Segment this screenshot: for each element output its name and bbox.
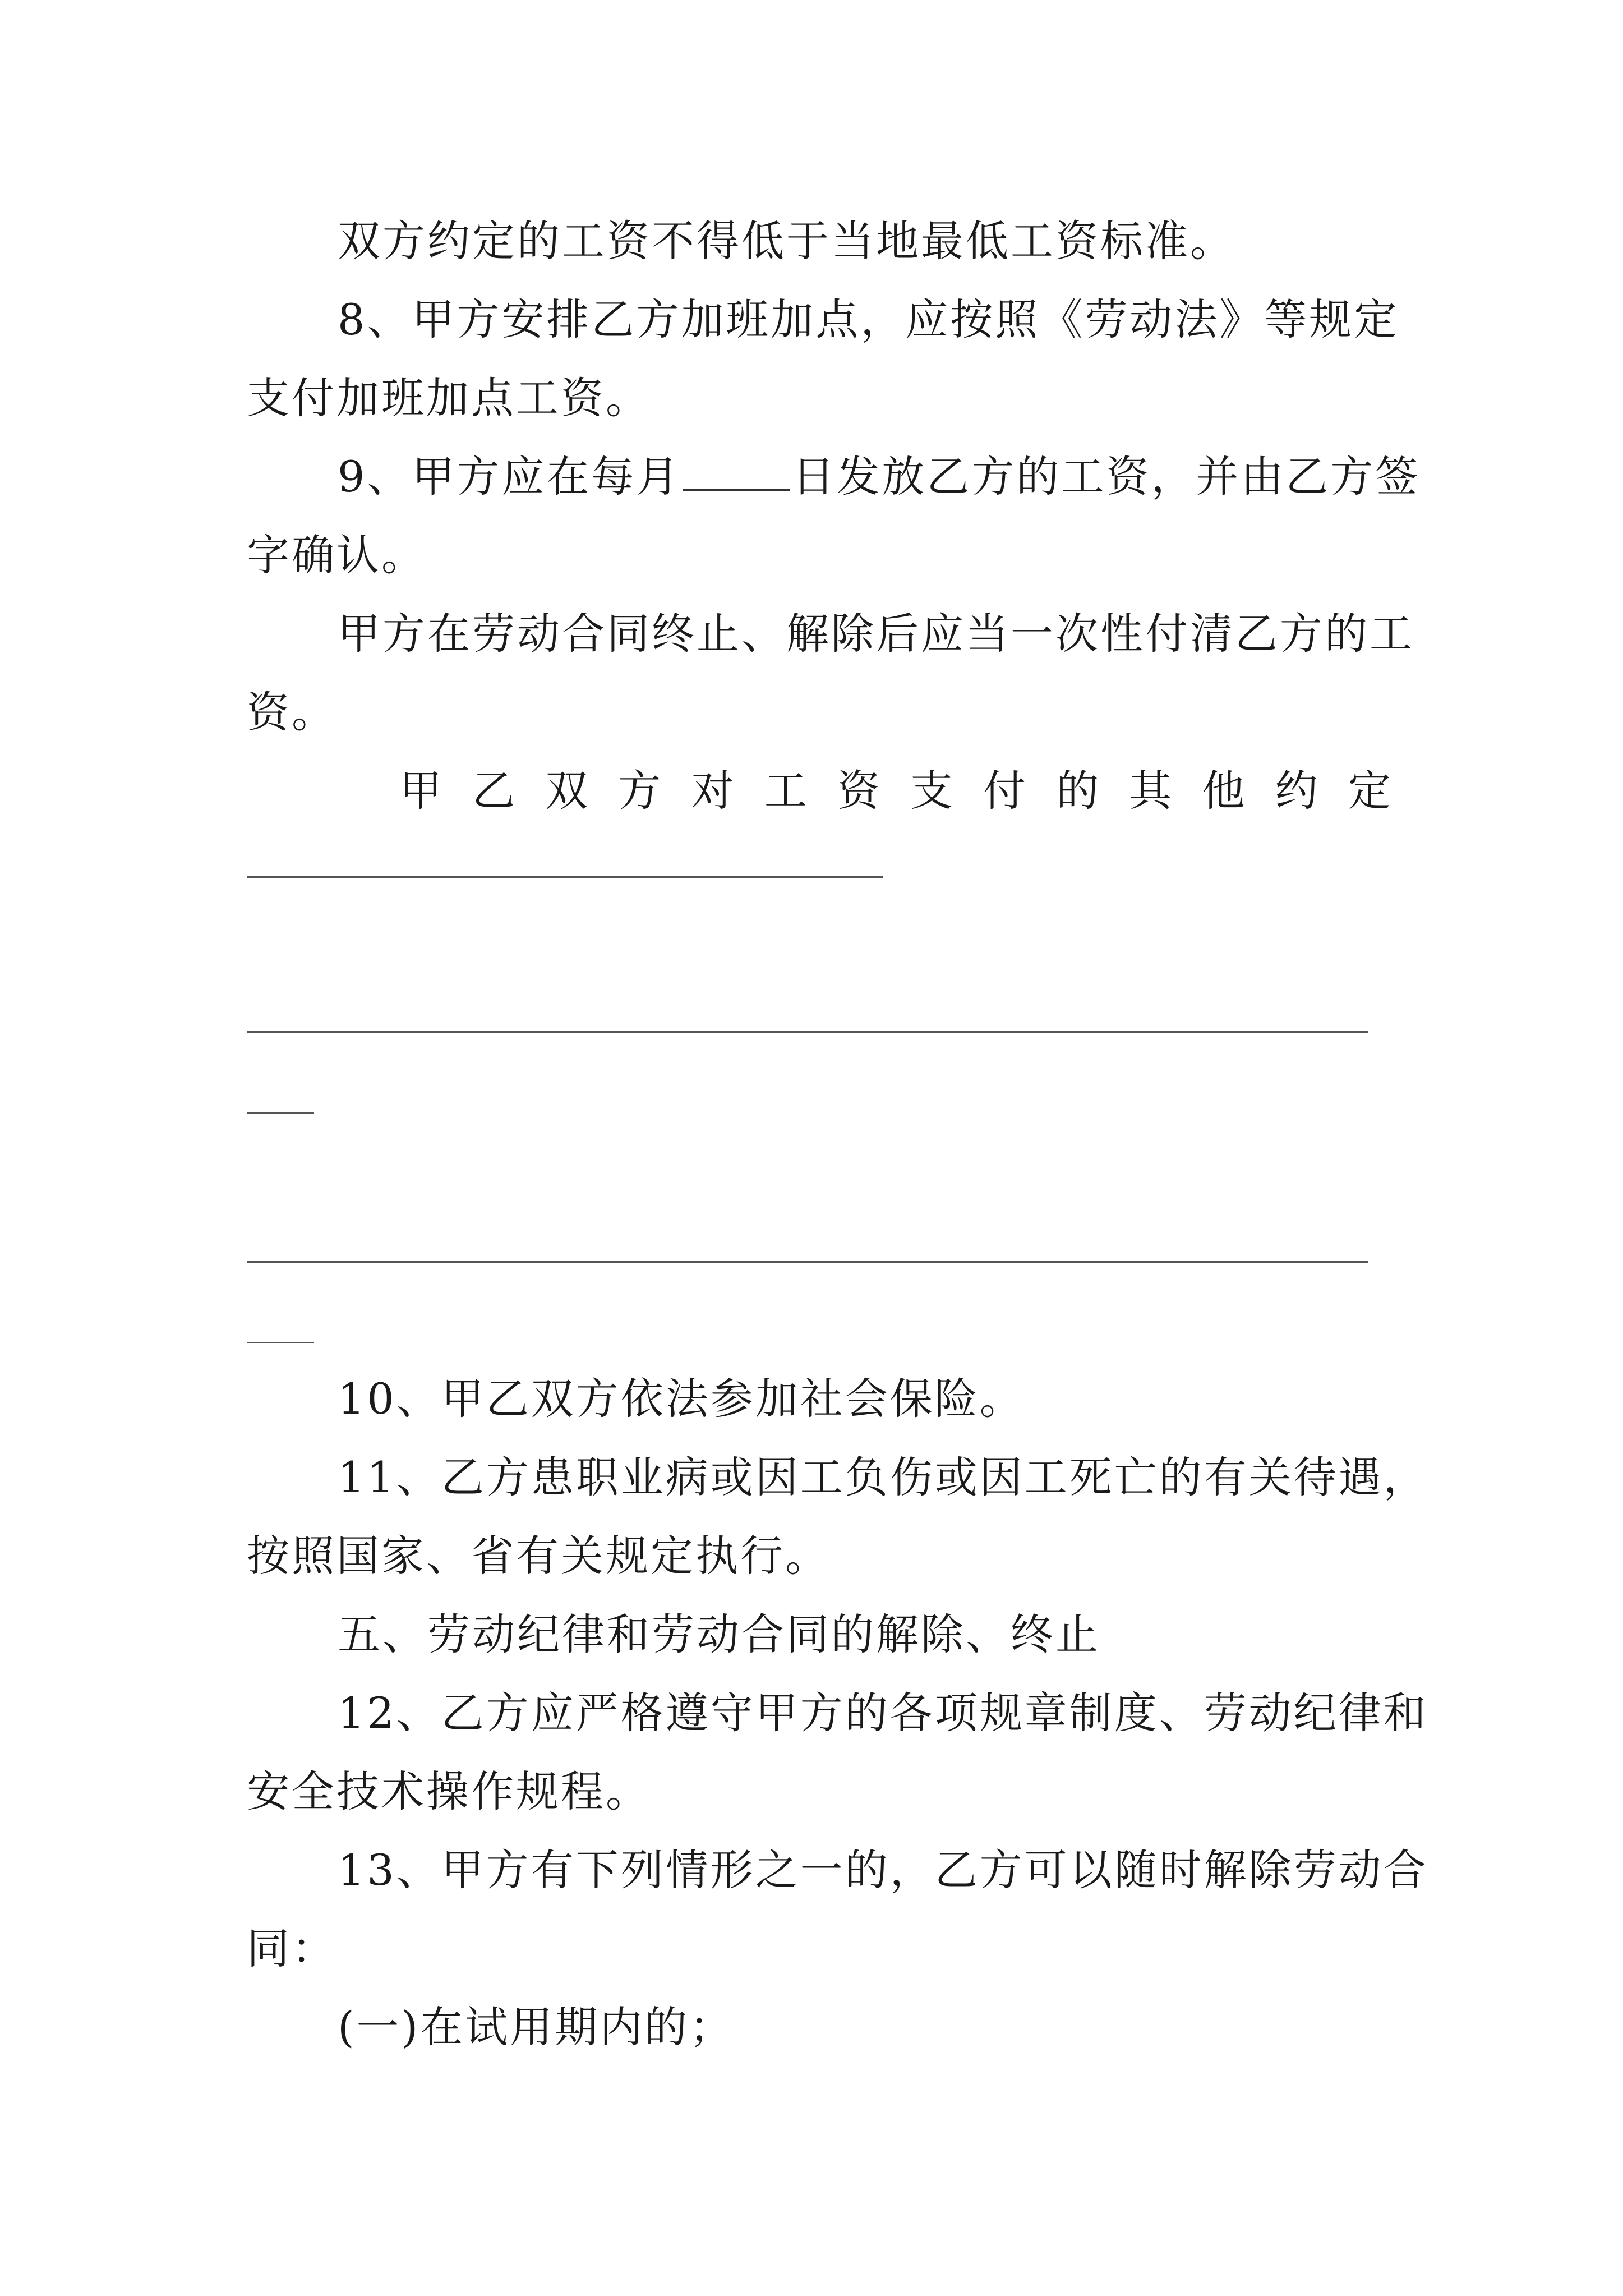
list-item: (一)在试用期内的； [338, 2002, 735, 2052]
spread-char: 工 [764, 766, 807, 816]
fill-in-blank[interactable] [683, 450, 790, 491]
fill-in-line[interactable] [247, 876, 883, 878]
spread-char: 方 [618, 766, 661, 816]
spread-char: 其 [1129, 766, 1172, 816]
paragraph-line: 字确认。 [247, 530, 426, 580]
paragraph-line: 支付加班加点工资。 [247, 373, 651, 423]
fill-in-line[interactable] [247, 1112, 314, 1114]
spread-char: 对 [691, 766, 734, 816]
paragraph-line: 资。 [247, 687, 336, 737]
paragraph-line: 12、乙方应严格遵守甲方的各项规章制度、劳动纪律和 [338, 1688, 1428, 1738]
spread-char: 乙 [472, 766, 515, 816]
spread-char: 定 [1348, 766, 1391, 816]
paragraph-line: 10、甲乙双方依法参加社会保险。 [338, 1374, 1025, 1424]
spread-char: 付 [983, 766, 1026, 816]
paragraph-text: 9、甲方应在每月 [338, 452, 681, 501]
spread-char: 资 [837, 766, 880, 816]
spread-char: 他 [1202, 766, 1245, 816]
section-heading: 五、劳动纪律和劳动合同的解除、终止 [338, 1609, 1100, 1659]
spread-char: 约 [1275, 766, 1318, 816]
spread-char: 甲 [399, 766, 442, 816]
paragraph-line: 甲方在劳动合同终止、解除后应当一次性付清乙方的工 [338, 609, 1414, 659]
paragraph-line: 安全技术操作规程。 [247, 1766, 651, 1816]
paragraph-line: 双方约定的工资不得低于当地最低工资标准。 [338, 216, 1235, 266]
fill-in-line[interactable] [247, 1342, 314, 1343]
paragraph-line-with-blank [338, 449, 1421, 505]
paragraph-line: 同： [247, 1924, 336, 1973]
paragraph-line: 按照国家、省有关规定执行。 [247, 1531, 830, 1581]
fill-in-line[interactable] [247, 1031, 1368, 1033]
paragraph-line: 8、甲方安排乙方加班加点，应按照《劳动法》等规定 [338, 295, 1399, 344]
paragraph-line: 11、乙方患职业病或因工负伤或因工死亡的有关待遇， [338, 1452, 1428, 1502]
spread-char: 双 [545, 766, 588, 816]
spread-char: 的 [1056, 766, 1099, 816]
paragraph-line: 13、甲方有下列情形之一的，乙方可以随时解除劳动合 [338, 1845, 1428, 1895]
paragraph-text: 日发放乙方的工资，并由乙方签 [792, 452, 1421, 501]
fill-in-line[interactable] [247, 1261, 1368, 1263]
spread-char: 支 [910, 766, 953, 816]
spread-text-line [399, 763, 1391, 819]
